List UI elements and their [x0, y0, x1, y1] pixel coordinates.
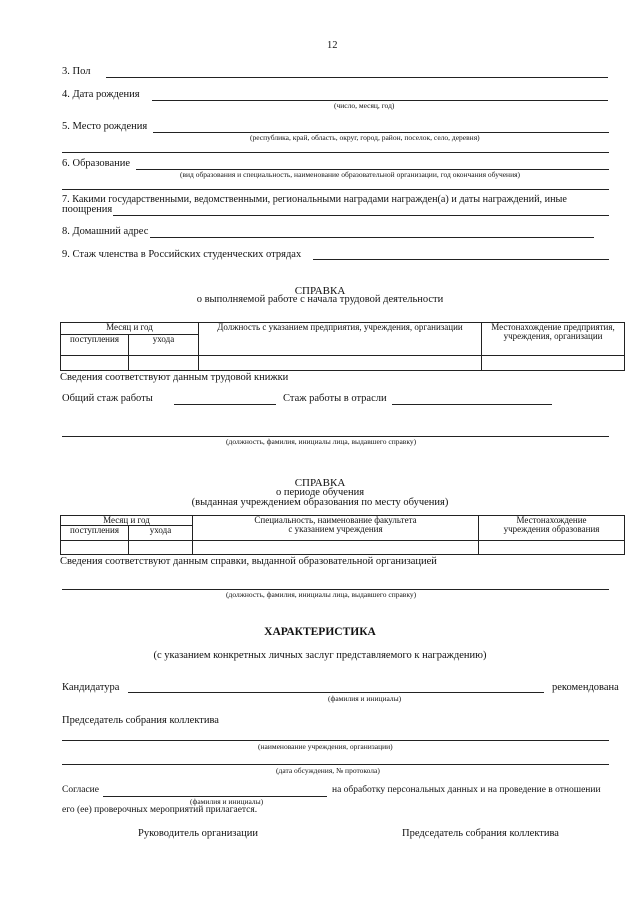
candidacy-line[interactable] [128, 692, 544, 693]
study-cell-entry[interactable] [61, 541, 129, 555]
work-cell-leave[interactable] [129, 356, 199, 371]
work-certificate-title: СПРАВКА [294, 285, 346, 297]
field-birth-date-hint: (число, месяц, год) [334, 101, 395, 110]
institution-line[interactable] [62, 740, 609, 741]
page-number: 12 [327, 40, 338, 51]
field-education-hint: (вид образования и специальность, наименование образовательной организации, год окончания обучения) [180, 170, 521, 179]
industry-exp-line[interactable] [392, 404, 552, 405]
field-birth-place-hint: (республика, край, область, округ, город, район, поселок, село, деревня) [250, 133, 480, 142]
chairman-signature: Председатель собрания коллектива [402, 828, 559, 839]
study-col-specialty [193, 516, 479, 541]
field-education-label: 6. Образование [62, 158, 131, 169]
characteristic-subtitle: (с указанием конкретных личных заслуг представляемого к награждению) [153, 650, 487, 661]
work-col-location [482, 323, 625, 356]
work-col-entry: поступления [61, 335, 129, 356]
work-history-table [60, 322, 625, 371]
chairman-label: Председатель собрания коллектива [62, 715, 219, 726]
field-gender-line[interactable] [106, 77, 608, 78]
work-col-month-year: Месяц и год [61, 323, 199, 335]
study-col-location-line1: Местонахождение [516, 515, 587, 525]
study-col-leave: ухода [129, 526, 193, 541]
consent-text-2: его (ее) проверочных мероприятий прилагается. [62, 805, 258, 815]
study-history-table [60, 515, 625, 555]
study-col-specialty-line2: с указанием учреждения [288, 524, 383, 535]
study-certificate-subtitle: о периоде обучения [275, 487, 365, 498]
study-certificate-subtitle-2: (выданная учреждением образования по месту обучения) [191, 497, 449, 508]
consent-name-hint: (фамилия и инициалы) [190, 797, 264, 806]
characteristic-title: ХАРАКТЕРИСТИКА [264, 626, 376, 638]
field-gender-label: 3. Пол [62, 66, 91, 77]
study-certificate-title: СПРАВКА [294, 477, 346, 489]
study-col-location-line2: учреждения образования [503, 524, 600, 535]
total-exp-line[interactable] [174, 404, 276, 405]
field-home-address-label: 8. Домашний адрес [62, 226, 149, 237]
work-col-location-line2: учреждения, организации [503, 331, 603, 342]
head-of-org-signature: Руководитель организации [138, 828, 258, 839]
work-certificate-subtitle: о выполняемой работе с начала трудовой деятельности [196, 294, 444, 305]
field-birth-place-line-2[interactable] [62, 152, 609, 153]
consent-label: Согласие [62, 785, 99, 795]
work-cell-entry[interactable] [61, 356, 129, 371]
industry-exp-label: Стаж работы в отрасли [283, 393, 387, 404]
work-col-location-line1: Местонахождение предприятия, [491, 322, 615, 332]
protocol-hint: (дата обсуждения, № протокола) [276, 766, 380, 775]
study-cell-location[interactable] [479, 541, 625, 555]
institution-hint: (наименование учреждения, организации) [258, 742, 393, 751]
recommended-label: рекомендована [552, 682, 619, 693]
work-col-position: Должность с указанием предприятия, учреждения, организации [199, 323, 482, 356]
field-student-teams-label: 9. Стаж членства в Российских студенческих отрядах [62, 249, 302, 260]
field-awards-label: 7. Какими государственными, ведомственными, региональными наградами награжден(а) и даты награждений, иные [62, 194, 567, 205]
total-exp-label: Общий стаж работы [62, 393, 153, 404]
work-col-leave: ухода [129, 335, 199, 356]
study-col-specialty-line1: Специальность, наименование факультета [254, 515, 417, 525]
work-cell-position[interactable] [199, 356, 482, 371]
candidacy-label: Кандидатура [62, 682, 120, 693]
consent-text: на обработку персональных данных и на проведение в отношении [332, 785, 601, 795]
study-col-month-year: Месяц и год [61, 516, 193, 526]
field-education-line-2[interactable] [62, 189, 609, 190]
study-col-location [479, 516, 625, 541]
study-note: Сведения соответствуют данным справки, выданной образовательной организацией [60, 556, 437, 567]
field-birth-place-label: 5. Место рождения [62, 121, 148, 132]
field-birth-date-label: 4. Дата рождения [62, 89, 140, 100]
field-student-teams-line[interactable] [313, 259, 609, 260]
study-signer-hint: (должность, фамилия, инициалы лица, выдавшего справку) [226, 590, 417, 599]
field-awards-label-2: поощрения [62, 204, 113, 215]
candidacy-name-hint: (фамилия и инициалы) [328, 694, 402, 703]
field-home-address-line[interactable] [150, 237, 594, 238]
work-cell-location[interactable] [482, 356, 625, 371]
field-awards-line[interactable] [113, 215, 609, 216]
work-note: Сведения соответствуют данным трудовой книжки [60, 372, 289, 383]
study-cell-specialty[interactable] [193, 541, 479, 555]
work-signer-hint: (должность, фамилия, инициалы лица, выдавшего справку) [226, 437, 417, 446]
protocol-line[interactable] [62, 764, 609, 765]
study-cell-leave[interactable] [129, 541, 193, 555]
study-col-entry: поступления [61, 526, 129, 541]
